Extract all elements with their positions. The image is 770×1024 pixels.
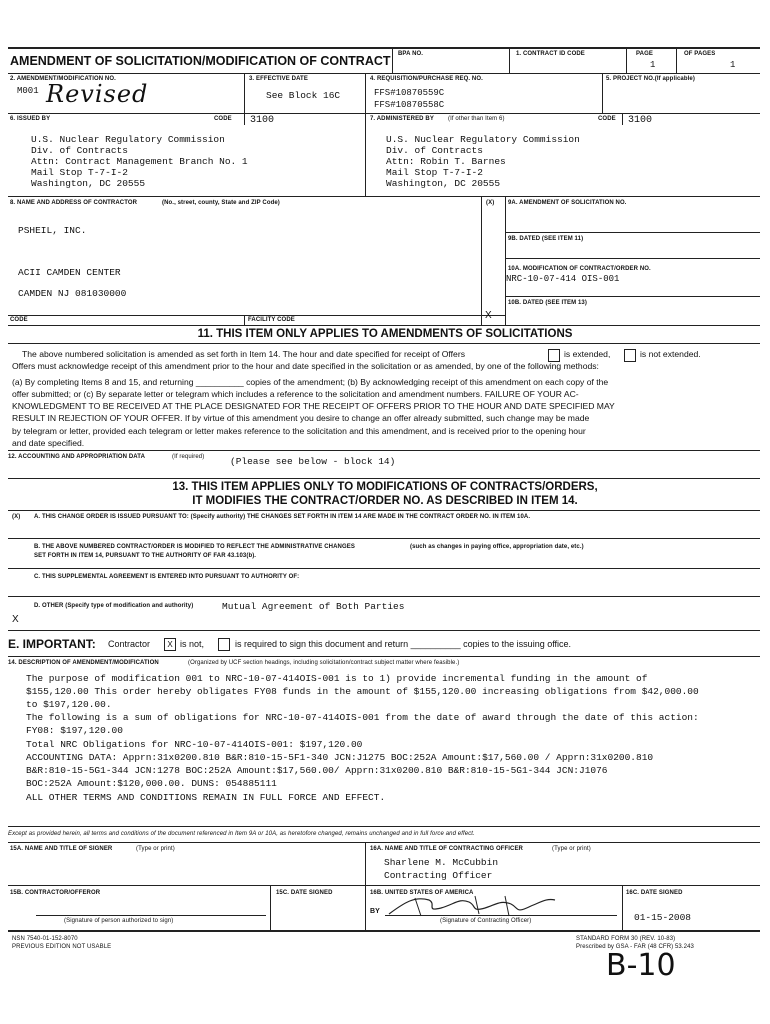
rule	[8, 630, 760, 631]
rule	[8, 47, 760, 49]
issued-by-line: Div. of Contracts	[31, 145, 128, 156]
rule	[8, 73, 760, 74]
rule	[270, 885, 271, 930]
item15a-note: (Type or print)	[136, 846, 175, 852]
bpa-no-label: BPA NO.	[398, 51, 424, 57]
contracting-officer-title: Contracting Officer	[384, 870, 493, 881]
rule	[505, 232, 760, 233]
rule	[8, 842, 760, 843]
rule	[622, 885, 623, 930]
description-line: to $197,120.00.	[26, 699, 112, 710]
section13c-text: C. THIS SUPPLEMENTAL AGREEMENT IS ENTERED INTO PURSUANT TO AUTHORITY OF:	[34, 574, 300, 580]
revised-handwriting: Revised	[46, 80, 149, 108]
item5-label: 5. PROJECT NO.(If applicable)	[606, 76, 695, 82]
requisition-no-2: FFS#10870558C	[374, 100, 445, 110]
item7-label: 7. ADMINISTERED BY	[370, 116, 434, 122]
is-not-label: is not,	[180, 639, 205, 649]
not-extended-label: is not extended.	[640, 349, 701, 359]
x-column-label: (X)	[486, 200, 495, 206]
item15c-label: 15C. DATE SIGNED	[276, 890, 333, 896]
section11-line: KNOWLEDGMENT TO BE RECEIVED AT THE PLACE DESIGNATED FOR THE RECEIPT OF OFFERS PRIOR TO THE HOUR AND DATE SPECIFIED MAY	[12, 401, 615, 411]
item15b-label: 15B. CONTRACTOR/OFFEROR	[10, 890, 101, 896]
item9a-label: 9A. AMENDMENT OF SOLICITATION NO.	[508, 200, 627, 206]
rule	[392, 47, 393, 73]
item9b-label: 9B. DATED (SEE ITEM 11)	[508, 236, 584, 242]
description-line: The following is a sum of obligations for NRC-10-07-414OIS-001 from the date of award through the date of this action:	[26, 712, 699, 723]
item8-code-label: CODE	[10, 317, 28, 323]
rule	[505, 296, 760, 297]
administered-by-line: U.S. Nuclear Regulatory Commission	[386, 134, 580, 145]
rule	[626, 47, 627, 73]
item14-note: (Organized by UCF section headings, including solicitation/contract subject matter where feasible.)	[188, 660, 460, 666]
is-extended-label: is extended,	[564, 349, 611, 359]
issued-by-line: Washington, DC 20555	[31, 178, 146, 189]
contractor-name: PSHEIL, INC.	[18, 225, 87, 236]
is-not-x-mark: X	[167, 640, 173, 649]
page-count: 1	[730, 60, 736, 70]
is-required-label: is required to sign this document and return __________ copies to the issuing office.	[235, 639, 572, 649]
section11-line: by telegram or letter, provided each telegram or letter makes reference to the solicitation and this amendment, and is received prior to the opening hour	[12, 426, 586, 436]
contractor-address-1: ACII CAMDEN CENTER	[18, 267, 121, 278]
item15b-signature-note: (Signature of person authorized to sign)	[64, 918, 174, 924]
rule	[365, 73, 366, 113]
description-line: Total NRC Obligations for NRC-10-07-414OIS-001: $197,120.00	[26, 739, 363, 750]
rule	[8, 325, 760, 326]
rule	[8, 596, 760, 597]
administered-by-line: Attn: Robin T. Barnes	[386, 156, 506, 167]
rule	[8, 450, 760, 451]
section13-title-1: 13. THIS ITEM APPLIES ONLY TO MODIFICATIONS OF CONTRACTS/ORDERS,	[172, 481, 598, 493]
administered-by-line: Div. of Contracts	[386, 145, 483, 156]
rule	[8, 315, 505, 316]
page-number: 1	[650, 60, 656, 70]
description-line: ALL OTHER TERMS AND CONDITIONS REMAIN IN FULL FORCE AND EFFECT.	[26, 792, 386, 803]
contractor-address-2: CAMDEN NJ 081030000	[18, 288, 127, 299]
effective-date: See Block 16C	[266, 90, 341, 101]
other-authority: Mutual Agreement of Both Parties	[222, 601, 405, 612]
date-signed: 01-15-2008	[634, 912, 692, 923]
item7-code: 3100	[628, 115, 653, 126]
rule	[8, 538, 760, 539]
contract-mod-number: NRC-10-07-414 OIS-001	[506, 274, 620, 284]
section13b-note: (such as changes in paying office, appropriation date, etc.)	[410, 544, 584, 550]
except-clause: Except as provided herein, all terms and conditions of the document referenced in Item 9A or 10A, as heretofore changed, remains unchanged and in full force and effect.	[8, 831, 475, 837]
item6-label: 6. ISSUED BY	[10, 116, 51, 122]
rule	[244, 113, 245, 125]
rule	[385, 915, 617, 916]
rule	[8, 826, 760, 827]
contract-id-label: 1. CONTRACT ID CODE	[516, 51, 585, 57]
item8-label: 8. NAME AND ADDRESS OF CONTRACTOR	[10, 200, 138, 206]
contractor-label: Contractor	[108, 639, 151, 649]
item7-note: (If other than Item 6)	[448, 116, 505, 122]
rule	[622, 113, 623, 125]
issued-by-line: U.S. Nuclear Regulatory Commission	[31, 134, 225, 145]
of-pages-label: OF PAGES	[684, 51, 716, 57]
item2-label: 2. AMENDMENT/MODIFICATION NO.	[10, 76, 116, 82]
section13-title-2: IT MODIFIES THE CONTRACT/ORDER NO. AS DESCRIBED IN ITEM 14.	[192, 495, 578, 507]
section11-line: offer submitted; or (c) By separate letter or telegram which includes a reference to the solicitation and amendment numbers. FAILURE OF YOUR AC-	[12, 389, 579, 399]
section11-line: Offers must acknowledge receipt of this amendment prior to the hour and date specified in the solicitation or as amended, by one of the following methods:	[12, 361, 599, 371]
section13b-text-2: SET FORTH IN ITEM 14, PURSUANT TO THE AUTHORITY OF FAR 43.103(b).	[34, 553, 257, 559]
item12-note: (If required)	[172, 454, 205, 460]
description-line: FY08: $197,120.00	[26, 725, 123, 736]
rule	[505, 258, 760, 259]
page-label: PAGE	[636, 51, 653, 57]
section11-title: 11. THIS ITEM ONLY APPLIES TO AMENDMENTS OF SOLICITATIONS	[197, 328, 573, 340]
rule	[365, 842, 366, 930]
section11-line: (a) By completing Items 8 and 15, and returning __________ copies of the amendment; (b) By acknowledging receipt of this amendment on each copy of the	[12, 377, 609, 387]
rule	[8, 885, 760, 886]
form-title: AMENDMENT OF SOLICITATION/MODIFICATION OF CONTRACT	[10, 54, 391, 68]
facility-code-label: FACILITY CODE	[248, 317, 295, 323]
rule	[8, 568, 760, 569]
rule	[36, 915, 266, 916]
item14-label: 14. DESCRIPTION OF AMENDMENT/MODIFICATION	[8, 660, 159, 666]
item6-code-label: CODE	[214, 116, 232, 122]
rule	[8, 656, 760, 657]
issued-by-line: Attn: Contract Management Branch No. 1	[31, 156, 248, 167]
is-not-checkbox[interactable]	[164, 638, 176, 651]
rule	[365, 113, 366, 196]
rule	[8, 113, 760, 114]
rule	[8, 343, 760, 344]
item10-x-mark: X	[485, 310, 492, 321]
nsn-number: NSN 7540-01-152-8070	[12, 936, 78, 942]
rule	[244, 73, 245, 113]
important-label: E. IMPORTANT:	[8, 637, 96, 651]
modification-number: M001	[17, 86, 39, 96]
item10b-label: 10B. DATED (SEE ITEM 13)	[508, 300, 587, 306]
item12-label: 12. ACCOUNTING AND APPROPRIATION DATA	[8, 454, 146, 460]
section13b-text: B. THE ABOVE NUMBERED CONTRACT/ORDER IS MODIFIED TO REFLECT THE ADMINISTRATIVE CHANGES	[34, 544, 355, 550]
rule	[676, 47, 677, 73]
item8-note: (No., street, county, State and ZIP Code)	[162, 200, 280, 206]
rule	[505, 196, 506, 325]
rule	[8, 510, 760, 511]
prescribed-by: Prescribed by GSA - FAR (48 CFR) 53.243	[576, 944, 694, 950]
item16a-note: (Type or print)	[552, 846, 591, 852]
item3-label: 3. EFFECTIVE DATE	[249, 76, 308, 82]
item10a-label: 10A. MODIFICATION OF CONTRACT/ORDER NO.	[508, 266, 651, 272]
item16a-label: 16A. NAME AND TITLE OF CONTRACTING OFFICER	[370, 846, 523, 852]
contracting-officer-name: Sharlene M. McCubbin	[384, 857, 499, 868]
previous-edition-note: PREVIOUS EDITION NOT USABLE	[12, 944, 112, 950]
description-line: BOC:252A Amount:$120,000.00. DUNS: 054885111	[26, 778, 277, 789]
section13-x-label: (X)	[12, 514, 21, 520]
rule	[481, 196, 482, 325]
item6-code: 3100	[250, 115, 275, 126]
description-line: The purpose of modification 001 to NRC-10-07-414OIS-001 is to 1) provide incremental funding in the amount of	[26, 673, 648, 684]
administered-by-line: Mail Stop T-7-I-2	[386, 167, 483, 178]
rule	[8, 930, 760, 932]
section11-line: RESULT IN REJECTION OF YOUR OFFER. If by virtue of this amendment you desire to change an offer already submitted, such change may be made	[12, 413, 590, 423]
section13d-x-mark: X	[12, 614, 19, 625]
rule	[244, 315, 245, 325]
section13a-text: A. THIS CHANGE ORDER IS ISSUED PURSUANT TO: (Specify authority) THE CHANGES SET FORTH IN ITEM 14 ARE MADE IN THE CONTRACT ORDER NO. IN ITEM 10A.	[34, 514, 531, 520]
by-label: BY	[370, 908, 380, 915]
accounting-reference: (Please see below - block 14)	[230, 456, 396, 467]
standard-form-number: STANDARD FORM 30 (REV. 10-83)	[576, 936, 676, 942]
rule	[8, 196, 760, 197]
section11-line: The above numbered solicitation is amended as set forth in Item 14. The hour and date specified for receipt of Offers	[22, 349, 465, 359]
item16b-signature-note: (Signature of Contracting Officer)	[440, 918, 532, 924]
requisition-no-1: FFS#10870559C	[374, 88, 445, 98]
is-required-checkbox[interactable]	[218, 638, 230, 651]
item15a-label: 15A. NAME AND TITLE OF SIGNER	[10, 846, 113, 852]
rule	[8, 478, 760, 479]
rule	[509, 47, 510, 73]
rule	[602, 73, 603, 113]
handwritten-page-mark: B-10	[606, 948, 676, 983]
section11-line: and date specified.	[12, 438, 85, 448]
administered-by-line: Washington, DC 20555	[386, 178, 501, 189]
not-extended-checkbox[interactable]	[624, 349, 636, 362]
item16c-label: 16C. DATE SIGNED	[626, 890, 683, 896]
section13d-text: D. OTHER (Specify type of modification and authority)	[34, 603, 194, 609]
issued-by-line: Mail Stop T-7-I-2	[31, 167, 128, 178]
item16b-label: 16B. UNITED STATES OF AMERICA	[370, 890, 474, 896]
description-line: ACCOUNTING DATA: Apprn:31x0200.810 B&R:810-15-5F1-340 JCN:J1275 BOC:252A Amount:$17,560.00 / Apprn:31x0200.810	[26, 752, 654, 763]
description-line: B&R:810-15-5G1-344 JCN:1278 BOC:252A Amount:$17,560.00/ Apprn:31x0200.810 B&R:810-15-5G1-344 JCN:J1076	[26, 765, 608, 776]
item7-code-label: CODE	[598, 116, 616, 122]
description-line: $155,120.00 This order hereby obligates FY08 funds in the amount of $155,120.00 increasing obligations from $42,000.00	[26, 686, 699, 697]
item4-label: 4. REQUISITION/PURCHASE REQ. NO.	[370, 76, 483, 82]
